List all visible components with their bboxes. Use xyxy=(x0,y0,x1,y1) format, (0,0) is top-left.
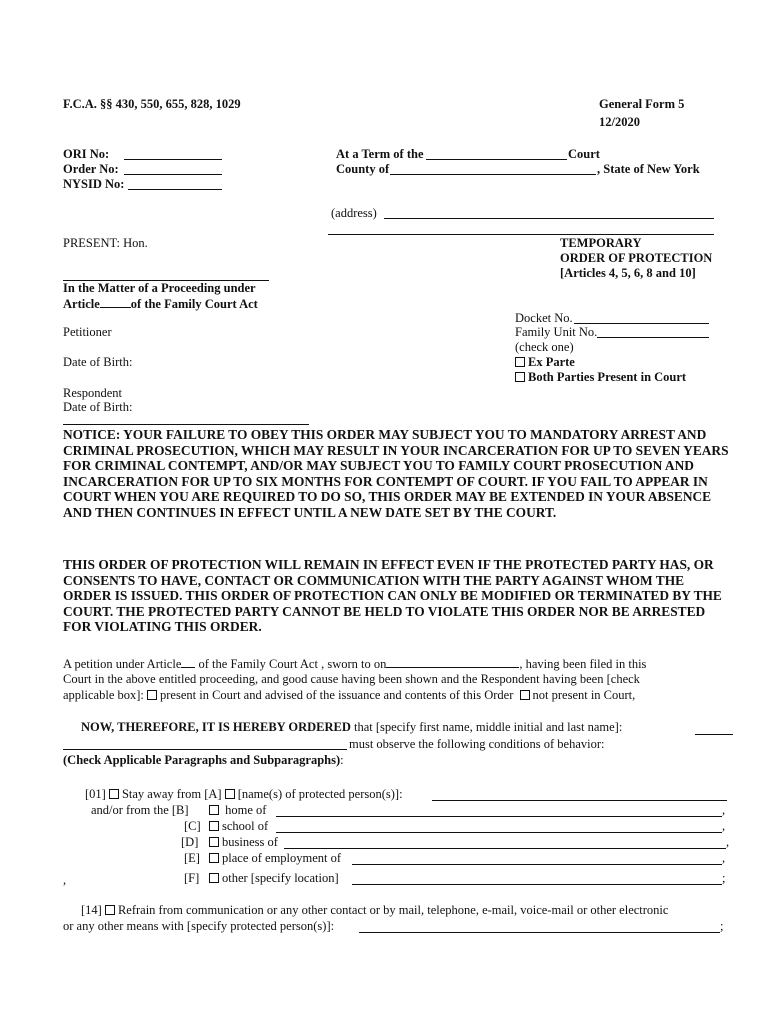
petition-text: of the Family Court Act , sworn to on xyxy=(198,657,387,671)
notice-paragraph-2: THIS ORDER OF PROTECTION WILL REMAIN IN EFFECT EVEN IF THE PROTECTED PARTY HAS, OR CONSENTS TO HAVE, CONTACT OR COMMUNICATION WITH THE PARTY AGAINST WHOM THE ORDER IS ISSUED. THIS ORDER OF PROTECTION CAN ONLY BE MODIFIED OR TERMINATED BY THE COURT. THE PROTECTED PARTY CANNOT BE HELD TO VIOLATE THIS ORDER NOR BE ARRESTED FOR VIOLATING THIS ORDER. xyxy=(63,557,722,635)
checkbox-icon[interactable] xyxy=(209,873,219,883)
respondent-name-field-2[interactable] xyxy=(63,749,347,750)
article-field[interactable] xyxy=(100,296,131,308)
school-label: school of xyxy=(222,819,269,833)
county-suffix: , State of New York xyxy=(597,162,700,176)
business-option[interactable] xyxy=(209,835,278,850)
both-present-option[interactable] xyxy=(515,370,686,385)
ordered-line-1 xyxy=(81,720,622,735)
court-name-field[interactable] xyxy=(426,159,567,160)
checkbox-icon[interactable] xyxy=(105,905,115,915)
sworn-date-field[interactable] xyxy=(386,656,519,668)
checkbox-icon[interactable] xyxy=(109,789,119,799)
ordered-line-2: must observe the following conditions of behavior: xyxy=(349,737,605,751)
county-field[interactable] xyxy=(390,174,596,175)
comma: , xyxy=(722,819,726,833)
option-d-label: [D] xyxy=(181,835,199,849)
article-suffix: of the Family Court Act xyxy=(130,297,258,311)
address-label: (address) xyxy=(331,206,377,220)
docket-label: Docket No. xyxy=(515,311,573,325)
order-field[interactable] xyxy=(124,174,222,175)
family-unit-field[interactable] xyxy=(597,337,709,338)
article-prefix: Article xyxy=(63,297,100,311)
check-paragraphs-label: (Check Applicable Paragraphs and Subparagraphs) xyxy=(63,753,341,767)
school-option[interactable] xyxy=(209,819,268,834)
business-field[interactable] xyxy=(284,848,726,849)
employment-option[interactable] xyxy=(209,851,341,866)
condition-number: [14] xyxy=(81,903,102,917)
school-field[interactable] xyxy=(276,832,722,833)
checkbox-icon[interactable] xyxy=(515,372,525,382)
present-in-court-option: present in Court and advised of the issuance and contents of this Order xyxy=(160,688,514,702)
other-location-label: other [specify location] xyxy=(222,871,339,885)
option-c-label: [C] xyxy=(184,819,201,833)
present-label: PRESENT: Hon. xyxy=(63,236,148,250)
home-label: home of xyxy=(225,803,267,817)
other-location-option[interactable] xyxy=(209,871,339,886)
and-or-label: and/or from the [B] xyxy=(91,803,189,817)
check-paragraphs-line xyxy=(63,753,344,768)
both-present-label: Both Parties Present in Court xyxy=(528,370,687,384)
matter-line-2 xyxy=(63,296,258,312)
refrain-contact-label: Refrain from communication or any other contact or by mail, telephone, e-mail, voice-mail or other electronic xyxy=(117,903,669,917)
condition-number: [01] xyxy=(85,787,106,801)
county-prefix: County of xyxy=(336,162,390,176)
address-field[interactable] xyxy=(384,218,714,219)
protected-persons-contact-field[interactable] xyxy=(359,932,720,933)
comma: , xyxy=(722,851,726,865)
check-one-label: (check one) xyxy=(515,340,574,354)
checkbox-icon[interactable] xyxy=(515,357,525,367)
family-unit-label: Family Unit No. xyxy=(515,325,598,339)
condition-14 xyxy=(81,903,668,918)
ex-parte-label: Ex Parte xyxy=(528,355,575,369)
checkbox-icon[interactable] xyxy=(209,805,219,815)
term-suffix: Court xyxy=(568,147,600,161)
petitioner-dob-label: Date of Birth: xyxy=(63,355,133,369)
business-label: business of xyxy=(222,835,278,849)
ordered-text: that [specify first name, middle initial and last name]: xyxy=(350,720,623,734)
home-option[interactable] xyxy=(209,803,266,818)
stay-away-label: Stay away from [A] xyxy=(121,787,222,801)
form-name: General Form 5 xyxy=(599,97,685,111)
statute-citation: F.C.A. §§ 430, 550, 655, 828, 1029 xyxy=(63,97,241,111)
petition-line-2: Court in the above entitled proceeding, and good cause having been shown and the Respondent having been [check xyxy=(63,672,640,686)
colon: : xyxy=(340,753,344,767)
ex-parte-option[interactable] xyxy=(515,355,575,370)
checkbox-icon[interactable] xyxy=(225,789,235,799)
order-label: Order No: xyxy=(63,162,119,176)
semicolon: ; xyxy=(722,871,726,885)
comma: , xyxy=(722,803,726,817)
checkbox-icon[interactable] xyxy=(147,690,157,700)
ordered-heading: NOW, THEREFORE, IT IS HEREBY ORDERED xyxy=(81,720,351,734)
notice-rule xyxy=(63,424,309,425)
employment-field[interactable] xyxy=(352,864,722,865)
condition-14-line-2: or any other means with [specify protected person(s)]: xyxy=(63,919,335,933)
employment-label: place of employment of xyxy=(222,851,342,865)
petition-text: , having been filed in this xyxy=(519,657,647,671)
checkbox-icon[interactable] xyxy=(209,853,219,863)
ori-field[interactable] xyxy=(124,159,222,160)
petition-text: A petition under Article xyxy=(63,657,182,671)
title-line-2: ORDER OF PROTECTION xyxy=(560,251,713,265)
form-date: 12/2020 xyxy=(599,115,640,129)
condition-01 xyxy=(85,787,403,802)
checkbox-icon[interactable] xyxy=(209,837,219,847)
not-present-option: not present in Court, xyxy=(532,688,636,702)
checkbox-icon[interactable] xyxy=(520,690,530,700)
title-line-3: [Articles 4, 5, 6, 8 and 10] xyxy=(560,266,696,280)
checkbox-icon[interactable] xyxy=(209,821,219,831)
respondent-name-field[interactable] xyxy=(695,734,733,735)
term-prefix: At a Term of the xyxy=(336,147,424,161)
notice-paragraph-1: NOTICE: YOUR FAILURE TO OBEY THIS ORDER MAY SUBJECT YOU TO MANDATORY ARREST AND CRIMINAL PROSECUTION, WHICH MAY RESULT IN YOUR INCARCERATION FOR UP TO SEVEN YEARS FOR CRIMINAL CONTEMPT, AND/OR MAY SUBJECT YOU TO FAMILY COURT PROSECUTION AND INCARCERATION FOR UP TO SIX MONTHS FOR CONTEMPT OF COURT. IF YOU FAIL TO APPEAR IN COURT WHEN YOU ARE REQUIRED TO DO SO, THIS ORDER MAY BE EXTENDED IN YOUR ABSENCE AND THEN CONTINUES IN EFFECT UNTIL A NEW DATE SET BY THE COURT. xyxy=(63,427,729,520)
petition-line-1 xyxy=(63,656,646,672)
nysid-label: NYSID No: xyxy=(63,177,125,191)
petition-line-3 xyxy=(63,688,635,703)
protected-persons-field[interactable] xyxy=(432,800,727,801)
matter-line-1: In the Matter of a Proceeding under xyxy=(63,281,256,295)
petition-article-field[interactable] xyxy=(181,656,195,668)
option-e-label: [E] xyxy=(184,851,200,865)
home-field[interactable] xyxy=(276,816,722,817)
nysid-field[interactable] xyxy=(128,189,222,190)
other-location-field[interactable] xyxy=(352,884,722,885)
ori-label: ORI No: xyxy=(63,147,110,161)
title-line-1: TEMPORARY xyxy=(560,236,642,250)
respondent-dob-label: Date of Birth: xyxy=(63,400,133,414)
petitioner-label: Petitioner xyxy=(63,325,112,339)
petition-text: applicable box]: xyxy=(63,688,144,702)
respondent-label: Respondent xyxy=(63,386,123,400)
comma: , xyxy=(63,873,67,887)
docket-field[interactable] xyxy=(574,323,709,324)
option-f-label: [F] xyxy=(184,871,200,885)
comma: , xyxy=(726,835,730,849)
protected-persons-label: [name(s) of protected person(s)]: xyxy=(237,787,403,801)
semicolon: ; xyxy=(720,919,724,933)
address-field-2[interactable] xyxy=(328,234,714,235)
